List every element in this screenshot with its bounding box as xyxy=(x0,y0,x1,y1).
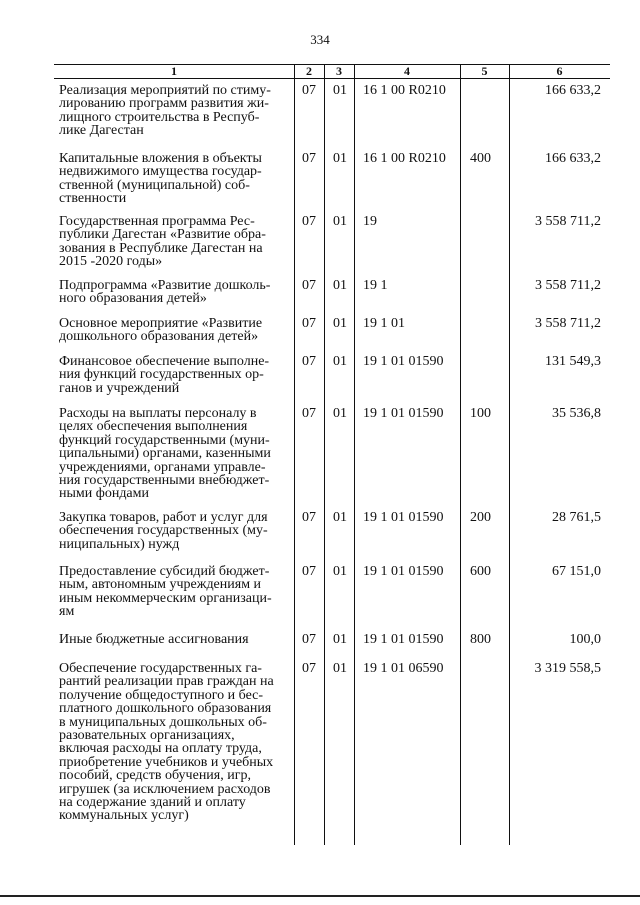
row-description: Обеспечение государственных га- рантий реализации прав граждан на получение общедоступного и бес- платного дошкольного образования в муниципальных дошкольных об- разовательных организациях, включая расходы на оплату труда, приобретение учебников и учебных пособий, средств обучения, игр, игрушек (за исключением расходов на содержание зданий и оплату коммунальных услуг) xyxy=(59,661,274,824)
row-section: 07 xyxy=(302,214,316,229)
row-amount: 100,0 xyxy=(569,632,601,647)
row-amount: 166 633,2 xyxy=(545,151,601,166)
row-section: 07 xyxy=(302,510,316,525)
row-target-article: 19 1 01 xyxy=(363,316,405,331)
header-col-5: 5 xyxy=(481,64,488,78)
row-target-article: 19 1 xyxy=(363,278,388,293)
row-amount: 166 633,2 xyxy=(545,83,601,98)
row-subsection: 01 xyxy=(333,316,347,331)
row-amount: 3 558 711,2 xyxy=(535,316,601,331)
row-expense-type: 800 xyxy=(470,632,491,647)
row-description: Подпрограмма «Развитие дошколь- ного образования детей» xyxy=(59,278,271,307)
row-section: 07 xyxy=(302,354,316,369)
column-divider xyxy=(294,65,295,845)
row-description: Финансовое обеспечение выполне- ния функций государственных ор- ганов и учреждений xyxy=(59,354,270,396)
row-description: Государственная программа Рес- публики Дагестан «Развитие обра- зования в Республике Дагестан на 2015 -2020 годы» xyxy=(59,214,266,270)
row-subsection: 01 xyxy=(333,354,347,369)
row-section: 07 xyxy=(302,406,316,421)
row-section: 07 xyxy=(302,83,316,98)
row-amount: 131 549,3 xyxy=(545,354,601,369)
header-col-6: 6 xyxy=(556,64,563,78)
column-divider xyxy=(354,65,355,845)
row-section: 07 xyxy=(302,632,316,647)
header-col-4: 4 xyxy=(404,64,410,78)
column-divider xyxy=(509,65,510,845)
row-description: Расходы на выплаты персоналу в целях обеспечения выполнения функций государственными (муни- ципальными) органами, казенными учреждениями, органами управле- ния государственными внебюджет- ными фондами xyxy=(59,406,271,502)
page-bottom-rule xyxy=(0,895,640,897)
row-description: Основное мероприятие «Развитие дошкольного образования детей» xyxy=(59,316,263,345)
row-subsection: 01 xyxy=(333,661,347,676)
row-amount: 67 151,0 xyxy=(552,564,601,579)
row-section: 07 xyxy=(302,316,316,331)
row-subsection: 01 xyxy=(333,278,347,293)
row-subsection: 01 xyxy=(333,83,347,98)
row-target-article: 19 1 01 06590 xyxy=(363,661,444,676)
row-expense-type: 600 xyxy=(470,564,491,579)
row-target-article: 16 1 00 R0210 xyxy=(363,83,446,98)
row-amount: 3 558 711,2 xyxy=(535,278,601,293)
row-section: 07 xyxy=(302,278,316,293)
header-col-3: 3 xyxy=(336,64,342,78)
row-description: Капитальные вложения в объекты недвижимого имущества государ- ственной (муниципальной) соб- ственности xyxy=(59,151,262,207)
row-description: Иные бюджетные ассигнования xyxy=(59,632,249,647)
row-subsection: 01 xyxy=(333,151,347,166)
row-target-article: 16 1 00 R0210 xyxy=(363,151,446,166)
row-target-article: 19 xyxy=(363,214,377,229)
row-subsection: 01 xyxy=(333,564,347,579)
row-section: 07 xyxy=(302,564,316,579)
row-subsection: 01 xyxy=(333,214,347,229)
row-target-article: 19 1 01 01590 xyxy=(363,632,444,647)
column-divider xyxy=(460,65,461,845)
row-description: Закупка товаров, работ и услуг для обеспечения государственных (му- ниципальных) нужд xyxy=(59,510,268,552)
row-amount: 28 761,5 xyxy=(552,510,601,525)
row-expense-type: 400 xyxy=(470,151,491,166)
row-description: Предоставление субсидий бюджет- ным, автономным учреждениям и иным некоммерческим организаци- ям xyxy=(59,564,272,620)
row-amount: 3 319 558,5 xyxy=(534,661,601,676)
row-target-article: 19 1 01 01590 xyxy=(363,354,444,369)
row-expense-type: 100 xyxy=(470,406,491,421)
row-section: 07 xyxy=(302,661,316,676)
column-divider xyxy=(324,65,325,845)
row-subsection: 01 xyxy=(333,510,347,525)
row-target-article: 19 1 01 01590 xyxy=(363,510,444,525)
header-rule xyxy=(54,78,610,79)
row-amount: 3 558 711,2 xyxy=(535,214,601,229)
row-subsection: 01 xyxy=(333,632,347,647)
row-description: Реализация мероприятий по стиму- лированию программ развития жи- лищного строительства в Респуб- лике Дагестан xyxy=(59,83,271,139)
budget-table xyxy=(54,64,610,845)
header-col-1: 1 xyxy=(171,64,177,78)
row-subsection: 01 xyxy=(333,406,347,421)
row-target-article: 19 1 01 01590 xyxy=(363,406,444,421)
page-number: 334 xyxy=(310,32,330,47)
row-section: 07 xyxy=(302,151,316,166)
row-target-article: 19 1 01 01590 xyxy=(363,564,444,579)
row-expense-type: 200 xyxy=(470,510,491,525)
header-col-2: 2 xyxy=(306,64,312,78)
row-amount: 35 536,8 xyxy=(552,406,601,421)
